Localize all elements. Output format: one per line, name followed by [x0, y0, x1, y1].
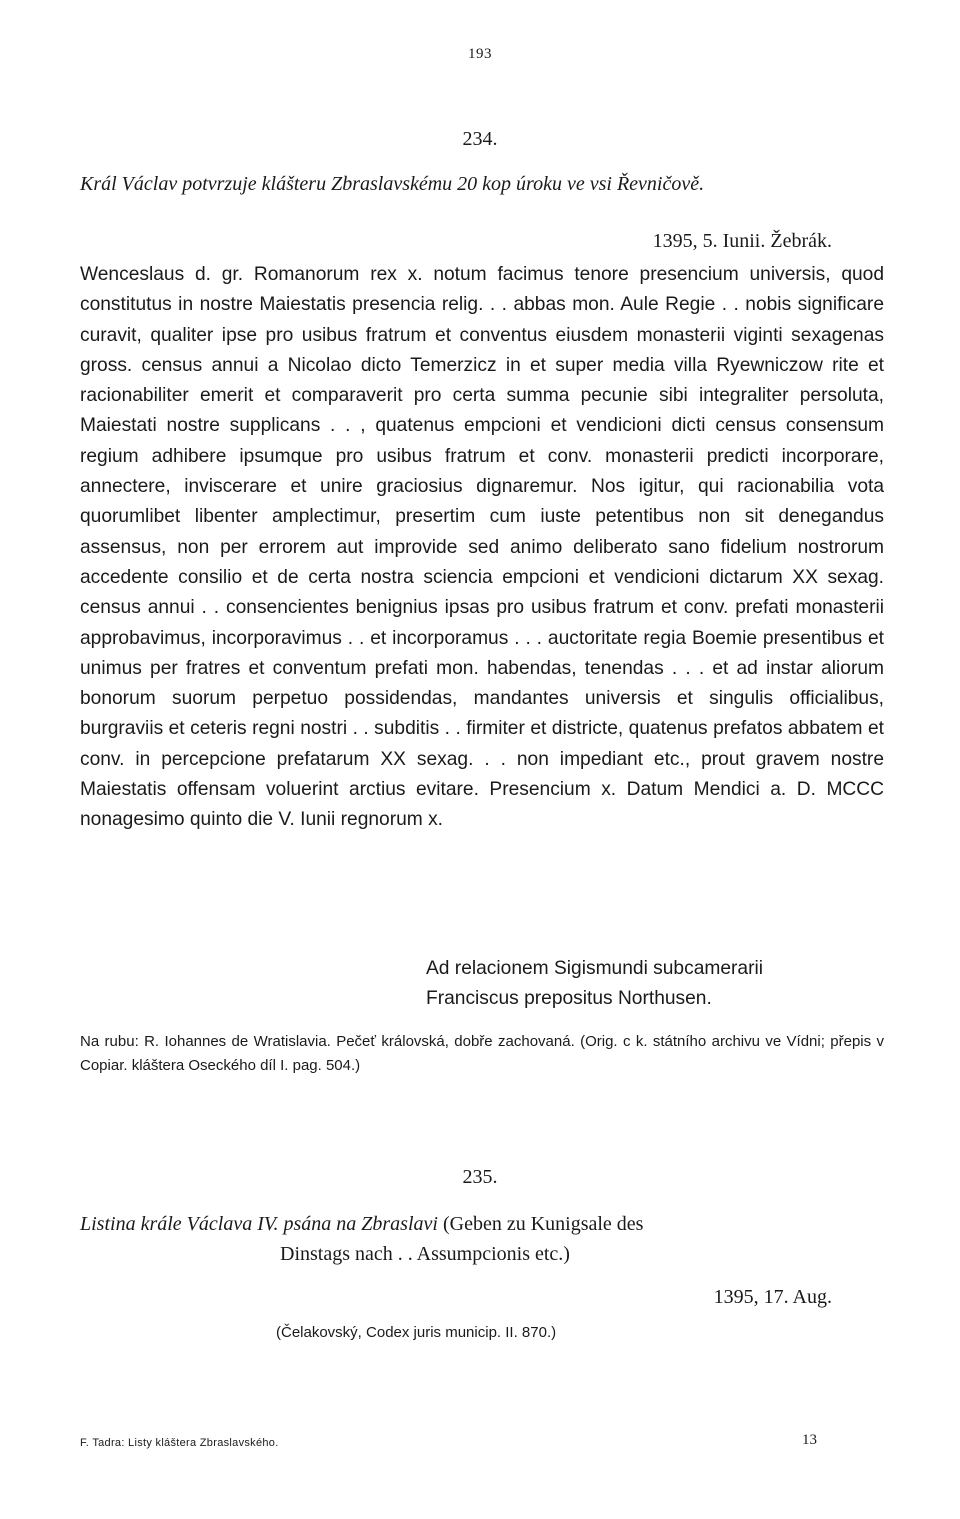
- entry-title-italic: Listina krále Václava IV. psána na Zbraslavi: [80, 1213, 438, 1235]
- signature-line: Ad relacionem Sigismundi subcamerarii: [426, 958, 763, 979]
- archival-note: Na rubu: R. Iohannes de Wratislavia. Pečeť královská, dobře zachovaná. (Orig. c k. státního archivu ve Vídni; přepis v Copiar. kláštera Oseckého díl I. pag. 504.): [80, 1033, 884, 1074]
- entry-date: 1395, 17. Aug.: [713, 1286, 832, 1308]
- signature-line: Franciscus prepositus Northusen.: [426, 988, 712, 1009]
- page-number: 193: [468, 46, 492, 62]
- entry-title-plain: (Geben zu Kunigsale des: [442, 1213, 644, 1235]
- charter-text: Wenceslaus d. gr. Romanorum rex x. notum facimus tenore presencium universis, quod constitutus in nostre Maiestatis presencia relig. . . abbas mon. Aule Regie . . nobis significare curavit, qualiter ipse pro usibus fratrum et conventus eiusdem monasterii viginti sexagenas gross. census annui a Nicolao dicto Temerzicz in et super media villa Ryewniczow rite et racionabiliter emerit et comparaverit pro certa summa pecunie sibi integraliter persoluta, Maiestati nostre supplicans . . , quatenus empcioni et vendicioni dicti census consensum regium adhibere ipsumque pro usibus fratrum et conv. monasterii predicti incorporare, annectere, inviscerare et unire graciosius dignaremur. Nos igitur, qui racionabilia vota quorumlibet libenter amplectimur, presertim cum iuste petentibus non sit denegandus assensus, non per errorem aut improvide sed animo deliberato sano fidelium nostrorum accedente consilio et de certa nostra sciencia empcioni et vendicioni dictarum XX sexag. census annui . . consencientes benignius ipsas pro usibus fratrum et conv. prefati monasterii approbavimus, incorporavimus . . et incorporamus . . . auctoritate regia Boemie presentibus et unimus per fratres et conventum prefati mon. habendas, tenendas . . . et ad instar aliorum bonorum suorum perpetuo possidendas, mandantes universis et singulis officialibus, burgraviis et ceteris regni nostri . . subditis . . firmiter et districte, quatenus prefatos abbatem et conv. in percepcione prefatarum XX sexag. . . non impediant etc., prout gravem nostre Maiestatis offensam voluerint arctius evitare. Presencium x. Datum Mendici a. D. MCCC nonagesimo quinto die V. Iunii regnorum x.: [80, 264, 884, 831]
- entry-number: 235.: [462, 1166, 498, 1188]
- citation: (Čelakovský, Codex juris municip. II. 870.): [276, 1324, 557, 1341]
- entry-title-line2: Dinstags nach . . Assumpcionis etc.): [280, 1243, 570, 1265]
- entry-date: 1395, 5. Iunii. Žebrák.: [652, 230, 832, 252]
- entry-number: 234.: [462, 128, 498, 150]
- footer-title: F. Tadra: Listy kláštera Zbraslavského.: [80, 1437, 279, 1449]
- signature-mark: 13: [802, 1432, 817, 1448]
- entry-title: Král Václav potvrzuje klášteru Zbraslavskému 20 kop úroku ve vsi Řevničově.: [80, 173, 705, 195]
- entry-title: [80, 1208, 880, 1240]
